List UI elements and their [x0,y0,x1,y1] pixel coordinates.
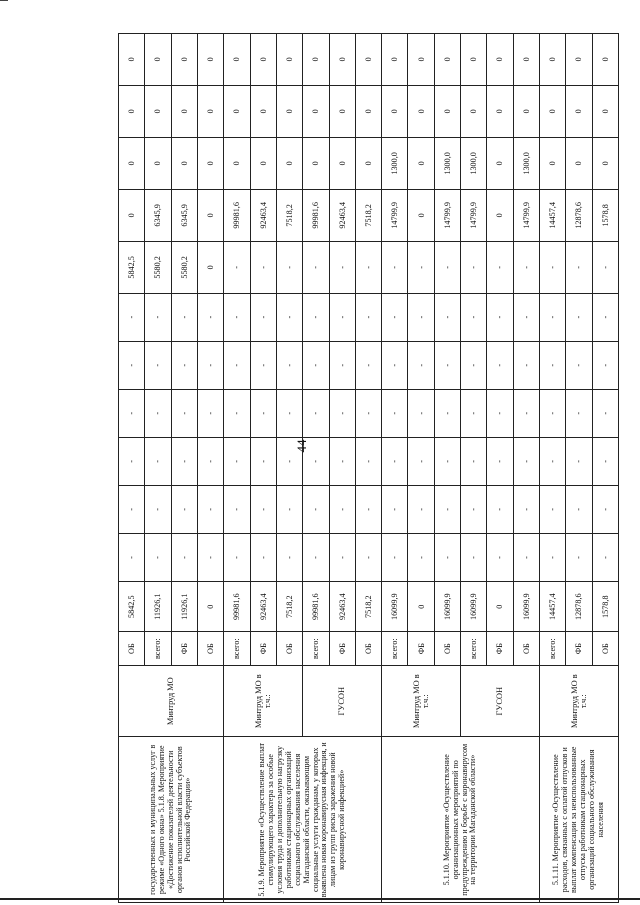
amount-cell: 0 [145,85,171,138]
amount-cell: - [171,389,197,437]
amount-cell: - [119,341,145,389]
amount-cell: - [382,533,408,581]
amount-cell: - [250,341,276,389]
amount-cell: 14457,4 [540,582,566,632]
amount-cell: - [329,485,355,533]
amount-cell: 16099,9 [382,582,408,632]
amount-cell: - [119,485,145,533]
amount-cell: 1578,8 [592,582,618,632]
bottom-border-line [0,898,640,900]
funding-source: всего: [461,632,487,666]
amount-cell: 1300,0 [513,138,539,189]
amount-cell: - [355,437,381,485]
amount-cell: - [461,341,487,389]
amount-cell: - [487,341,513,389]
amount-cell: 1300,0 [434,138,460,189]
amount-cell: - [487,293,513,341]
amount-cell: 0 [566,85,592,138]
amount-cell: - [355,389,381,437]
amount-cell: - [145,389,171,437]
amount-cell: 0 [171,138,197,189]
amount-cell: 0 [276,138,302,189]
amount-cell: 0 [276,34,302,86]
amount-cell: - [434,485,460,533]
amount-cell: - [355,485,381,533]
amount-cell: - [224,242,250,293]
amount-cell: 14799,9 [513,189,539,242]
amount-cell: - [513,437,539,485]
amount-cell: - [592,533,618,581]
amount-cell: 0 [513,85,539,138]
amount-cell: 14799,9 [382,189,408,242]
funding-source: всего: [145,632,171,666]
amount-cell: 0 [592,138,618,189]
amount-cell: - [540,389,566,437]
amount-cell: - [276,437,302,485]
amount-cell: - [250,293,276,341]
amount-cell: 0 [355,34,381,86]
amount-cell: - [408,341,434,389]
amount-cell: - [434,293,460,341]
amount-cell: 7518,2 [276,582,302,632]
amount-cell: - [276,485,302,533]
amount-cell: 0 [171,85,197,138]
amount-cell: 16099,9 [513,582,539,632]
amount-cell: - [513,485,539,533]
amount-cell: 0 [303,34,329,86]
funding-source: всего: [382,632,408,666]
amount-cell: 0 [434,34,460,86]
amount-cell: 0 [329,138,355,189]
amount-cell: 92463,4 [329,582,355,632]
amount-cell: 16099,9 [434,582,460,632]
amount-cell: 6345,9 [145,189,171,242]
responsible-executor: ГУСОН [303,665,382,737]
amount-cell: 0 [197,138,223,189]
amount-cell: - [171,437,197,485]
amount-cell: - [461,389,487,437]
amount-cell: - [224,437,250,485]
funding-source: всего: [224,632,250,666]
amount-cell: 5580,2 [171,242,197,293]
amount-cell: - [540,485,566,533]
amount-cell: - [513,389,539,437]
responsible-executor: Минтруд МО в т.ч.: [382,665,461,737]
rotated-table-wrapper [118,33,618,903]
amount-cell: - [145,293,171,341]
amount-cell: - [250,485,276,533]
amount-cell: - [276,242,302,293]
amount-cell: 0 [250,85,276,138]
amount-cell: - [250,389,276,437]
amount-cell: 7518,2 [276,189,302,242]
amount-cell: 0 [145,138,171,189]
funding-source: ОБ [119,632,145,666]
amount-cell: - [566,437,592,485]
amount-cell: - [171,341,197,389]
amount-cell: 14799,9 [434,189,460,242]
amount-cell: - [250,242,276,293]
amount-cell: - [487,389,513,437]
amount-cell: 0 [197,242,223,293]
funding-source: ФБ [566,632,592,666]
amount-cell: 0 [197,189,223,242]
amount-cell: - [592,485,618,533]
amount-cell: - [461,293,487,341]
amount-cell: - [487,437,513,485]
scan-corner-mark [0,0,8,7]
amount-cell: - [592,389,618,437]
amount-cell: - [382,341,408,389]
amount-cell: 0 [250,34,276,86]
amount-cell: 0 [250,138,276,189]
amount-cell: - [303,533,329,581]
funding-source: ОБ [197,632,223,666]
amount-cell: - [513,293,539,341]
amount-cell: - [303,485,329,533]
amount-cell: - [513,341,539,389]
funding-source: ФБ [329,632,355,666]
amount-cell: 99981,6 [224,189,250,242]
amount-cell: 7518,2 [355,189,381,242]
funding-source: ОБ [592,632,618,666]
amount-cell: - [408,389,434,437]
amount-cell: - [329,293,355,341]
amount-cell: 0 [408,85,434,138]
amount-cell: 0 [197,85,223,138]
funding-source: всего: [540,632,566,666]
amount-cell: - [197,485,223,533]
amount-cell: 0 [592,85,618,138]
amount-cell: - [540,242,566,293]
amount-cell: 0 [303,85,329,138]
amount-cell: - [276,533,302,581]
amount-cell: 0 [355,85,381,138]
amount-cell: - [434,437,460,485]
amount-cell: 11926,1 [145,582,171,632]
amount-cell: 0 [592,34,618,86]
amount-cell: - [487,485,513,533]
amount-cell: 0 [119,34,145,86]
amount-cell: - [145,533,171,581]
amount-cell: 0 [197,34,223,86]
amount-cell: - [276,293,302,341]
amount-cell: - [540,293,566,341]
amount-cell: 0 [540,34,566,86]
amount-cell: - [329,341,355,389]
amount-cell: 99981,6 [303,189,329,242]
amount-cell: - [224,293,250,341]
responsible-executor: Минтруд МО в т.ч.: [224,665,303,737]
amount-cell: - [303,242,329,293]
amount-cell: 12878,6 [566,582,592,632]
amount-cell: - [276,341,302,389]
amount-cell: 0 [487,85,513,138]
amount-cell: 99981,6 [224,582,250,632]
amount-cell: - [487,533,513,581]
amount-cell: - [224,341,250,389]
amount-cell: 5842,5 [119,242,145,293]
amount-cell: - [355,293,381,341]
amount-cell: - [540,437,566,485]
measure-description-5-1-11: 5.1.11. Мероприятие «Осуществление расходов, связанных с оплатой отпусков и выплат компенсации за неиспользованные отпуска работникам стационарных организаций социального обслуживания населения [540,737,619,903]
page-number: 44 [294,439,309,453]
amount-cell: - [276,389,302,437]
amount-cell: 6345,9 [171,189,197,242]
responsible-executor: Минтруд МО [119,665,224,737]
table-body [119,34,619,903]
amount-cell: - [329,242,355,293]
amount-cell: - [592,341,618,389]
amount-cell: 99981,6 [303,582,329,632]
funding-source: ОБ [513,632,539,666]
amount-cell: 0 [487,582,513,632]
amount-cell: 0 [382,85,408,138]
amount-cell: - [382,389,408,437]
amount-cell: - [566,341,592,389]
amount-cell: - [408,533,434,581]
amount-cell: - [434,533,460,581]
amount-cell: - [408,293,434,341]
funding-source: всего: [303,632,329,666]
amount-cell: 14457,4 [540,189,566,242]
table-row [119,34,145,903]
amount-cell: 0 [540,138,566,189]
amount-cell: - [434,389,460,437]
amount-cell: 0 [171,34,197,86]
amount-cell: - [487,242,513,293]
amount-cell: 92463,4 [250,582,276,632]
amount-cell: 0 [513,34,539,86]
amount-cell: - [408,242,434,293]
amount-cell: 0 [355,138,381,189]
amount-cell: - [461,437,487,485]
funding-source: ФБ [487,632,513,666]
amount-cell: 7518,2 [355,582,381,632]
responsible-executor: Минтруд МО в т.ч.: [540,665,619,737]
funding-source: ОБ [276,632,302,666]
amount-cell: 5842,5 [119,582,145,632]
amount-cell: 0 [224,85,250,138]
amount-cell: - [197,437,223,485]
amount-cell: - [303,437,329,485]
amount-cell: - [566,485,592,533]
amount-cell: 0 [119,85,145,138]
amount-cell: 92463,4 [250,189,276,242]
amount-cell: - [592,293,618,341]
measure-description-5-1-10: 5.1.10. Мероприятие «Осуществление организационных мероприятий по предупреждению и борьбе с коронавирусом на территории Магаданской области» [382,737,540,903]
amount-cell: - [303,341,329,389]
amount-cell: - [592,242,618,293]
amount-cell: 16099,9 [461,582,487,632]
amount-cell: 92463,4 [329,189,355,242]
amount-cell: - [566,389,592,437]
measure-description-5-1-8: государственных и муниципальных услуг в режиме «Одного окна» 5.1.8. Мероприятие «Достижение показателей деятельности органов исполнительной власти субъектов Российской Федерации» [119,737,224,903]
funding-source: ФБ [250,632,276,666]
amount-cell: 1300,0 [461,138,487,189]
amount-cell: 0 [408,138,434,189]
measure-description-5-1-9: 5.1.9. Мероприятие «Осуществление выплат стимулирующего характера за особые условия труда и дополнительную нагрузку работникам стационарных организаций социального обслуживания населения Магаданской области, оказывающим социальные услуги гражданам, у которых выявлена новая коронавирусная инфекция, и лицам из групп риска заражения новой коронавирусной инфекцией» [224,737,382,903]
amount-cell: 0 [540,85,566,138]
amount-cell: - [224,533,250,581]
amount-cell: - [566,293,592,341]
amount-cell: 0 [145,34,171,86]
amount-cell: 0 [276,85,302,138]
amount-cell: - [461,533,487,581]
amount-cell: - [355,242,381,293]
budget-table [118,33,619,903]
table-row [224,34,250,903]
amount-cell: - [119,437,145,485]
amount-cell: 0 [329,34,355,86]
amount-cell: - [329,437,355,485]
amount-cell: - [434,242,460,293]
amount-cell: - [513,242,539,293]
amount-cell: 0 [408,34,434,86]
amount-cell: 1578,8 [592,189,618,242]
amount-cell: 0 [303,138,329,189]
amount-cell: 11926,1 [171,582,197,632]
amount-cell: 0 [566,138,592,189]
amount-cell: - [303,389,329,437]
amount-cell: 14799,9 [461,189,487,242]
amount-cell: - [145,437,171,485]
amount-cell: 1300,0 [382,138,408,189]
amount-cell: 0 [566,34,592,86]
amount-cell: - [224,485,250,533]
funding-source: ОБ [355,632,381,666]
amount-cell: - [355,533,381,581]
amount-cell: 0 [119,189,145,242]
amount-cell: - [197,293,223,341]
amount-cell: 0 [461,34,487,86]
amount-cell: - [197,341,223,389]
amount-cell: - [461,242,487,293]
amount-cell: - [250,437,276,485]
amount-cell: 0 [487,138,513,189]
amount-cell: - [382,485,408,533]
amount-cell: - [145,485,171,533]
amount-cell: 5580,2 [145,242,171,293]
amount-cell: - [382,437,408,485]
amount-cell: - [197,533,223,581]
amount-cell: - [382,293,408,341]
amount-cell: 0 [119,138,145,189]
table-row [382,34,408,903]
amount-cell: - [592,437,618,485]
responsible-executor: ГУСОН [461,665,540,737]
amount-cell: 0 [461,85,487,138]
amount-cell: - [171,293,197,341]
amount-cell: - [119,293,145,341]
amount-cell: 0 [197,582,223,632]
amount-cell: 0 [434,85,460,138]
amount-cell: - [461,485,487,533]
amount-cell: - [540,341,566,389]
amount-cell: - [408,437,434,485]
funding-source: ОБ [434,632,460,666]
amount-cell: - [566,242,592,293]
amount-cell: 0 [224,34,250,86]
amount-cell: 0 [487,189,513,242]
amount-cell: - [382,242,408,293]
amount-cell: - [513,533,539,581]
amount-cell: - [329,533,355,581]
amount-cell: 0 [382,34,408,86]
table-row [540,34,566,903]
amount-cell: - [171,485,197,533]
amount-cell: 12878,6 [566,189,592,242]
amount-cell: - [434,341,460,389]
amount-cell: - [250,533,276,581]
amount-cell: - [119,389,145,437]
funding-source: ФБ [408,632,434,666]
amount-cell: - [145,341,171,389]
amount-cell: - [540,533,566,581]
amount-cell: 0 [408,189,434,242]
amount-cell: 0 [408,582,434,632]
amount-cell: - [119,533,145,581]
amount-cell: - [224,389,250,437]
amount-cell: - [329,389,355,437]
funding-source: ФБ [171,632,197,666]
amount-cell: - [197,389,223,437]
amount-cell: 0 [224,138,250,189]
amount-cell: - [408,485,434,533]
amount-cell: - [566,533,592,581]
amount-cell: 0 [329,85,355,138]
amount-cell: - [171,533,197,581]
amount-cell: - [355,341,381,389]
amount-cell: - [303,293,329,341]
amount-cell: 0 [487,34,513,86]
